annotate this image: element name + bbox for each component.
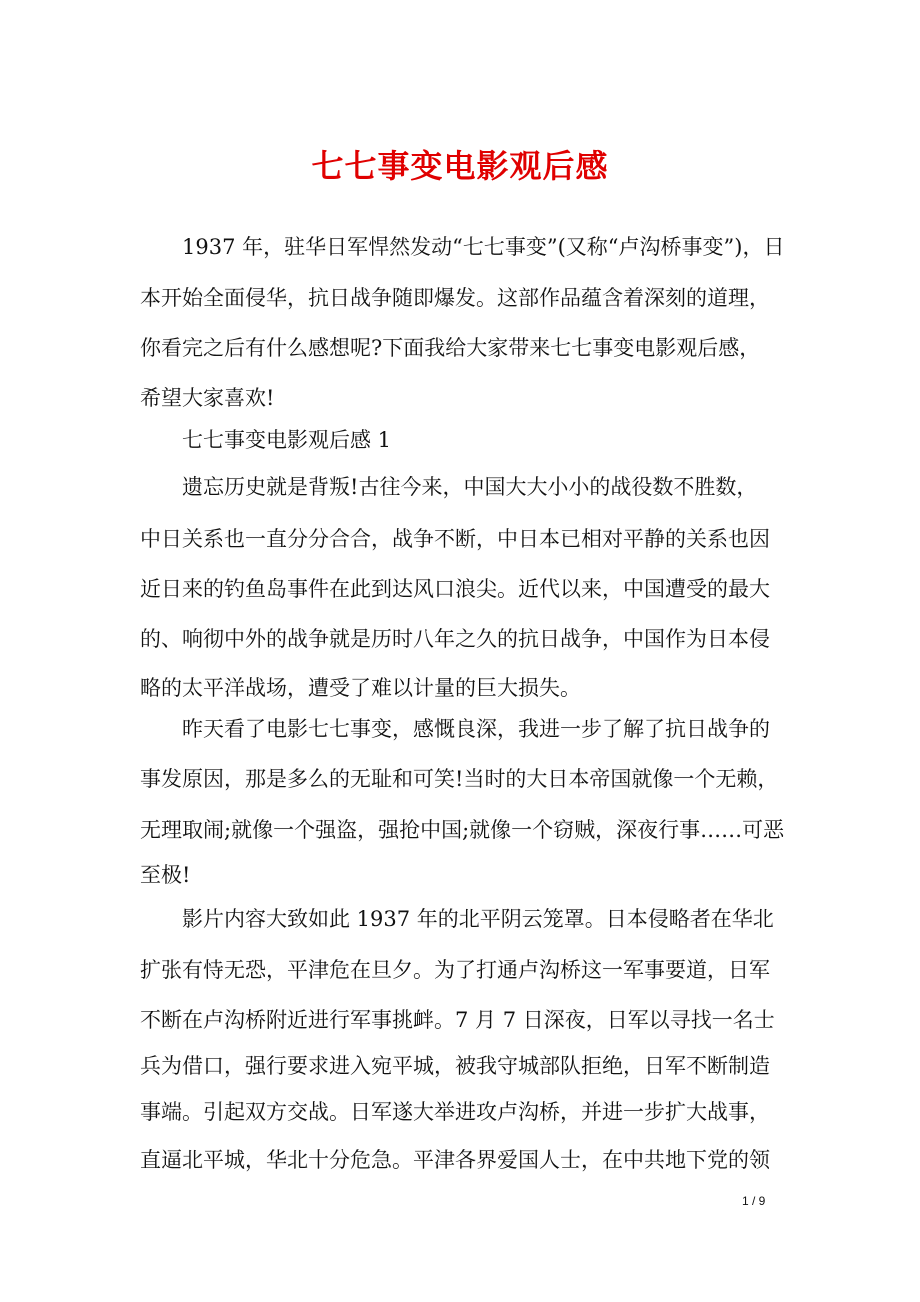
paragraph-line: 遗忘历史就是背叛!古往今来，中国大大小小的战役数不胜数，: [182, 475, 758, 499]
paragraph-line: 事发原因，那是多么的无耻和可笑!当时的大日本帝国就像一个无赖，: [140, 767, 779, 791]
paragraph-line: 昨天看了电影七七事变，感慨良深，我进一步了解了抗日战争的: [182, 717, 770, 741]
paragraph-line: 不断在卢沟桥附近进行军事挑衅。7 月 7 日深夜，日军以寻找一名士: [140, 1008, 775, 1032]
paragraph-line: 事端。引起双方交战。日军遂大举进攻卢沟桥，并进一步扩大战事，: [140, 1100, 770, 1124]
paragraph-line: 兵为借口，强行要求进入宛平城，被我守城部队拒绝，日军不断制造: [140, 1054, 770, 1078]
paragraph-line: 的、响彻中外的战争就是历时八年之久的抗日战争，中国作为日本侵: [140, 627, 770, 651]
paragraph-line: 扩张有恃无恐，平津危在旦夕。为了打通卢沟桥这一军事要道，日军: [140, 958, 770, 982]
paragraph-line: 直逼北平城，华北十分危急。平津各界爱国人士，在中共地下党的领: [140, 1148, 770, 1172]
paragraph-line: 至极!: [140, 863, 191, 887]
paragraph-line: 无理取闹;就像一个强盗，强抢中国;就像一个窃贼，深夜行事……可恶: [140, 818, 785, 842]
page-number: 1 / 9: [742, 1194, 766, 1208]
paragraph-line: 中日关系也一直分分合合，战争不断，中日本已相对平静的关系也因: [140, 527, 770, 551]
paragraph-line: 希望大家喜欢!: [140, 386, 275, 410]
section-heading: 七七事变电影观后感 1: [182, 428, 392, 452]
paragraph-line: 近日来的钓鱼岛事件在此到达风口浪尖。近代以来，中国遭受的最大: [140, 577, 770, 601]
paragraph-line: 本开始全面侵华，抗日战争随即爆发。这部作品蕴含着深刻的道理，: [140, 286, 770, 310]
document-title: 七七事变电影观后感: [311, 147, 609, 185]
paragraph-line: 影片内容大致如此 1937 年的北平阴云笼罩。日本侵略者在华北: [182, 907, 774, 931]
paragraph-line: 略的太平洋战场，遭受了难以计量的巨大损失。: [140, 676, 581, 700]
paragraph-line: 你看完之后有什么感想呢?下面我给大家带来七七事变电影观后感，: [140, 336, 761, 360]
paragraph-line: 1937 年，驻华日军悍然发动“七七事变”(又称“卢沟桥事变”)，日: [182, 235, 785, 259]
